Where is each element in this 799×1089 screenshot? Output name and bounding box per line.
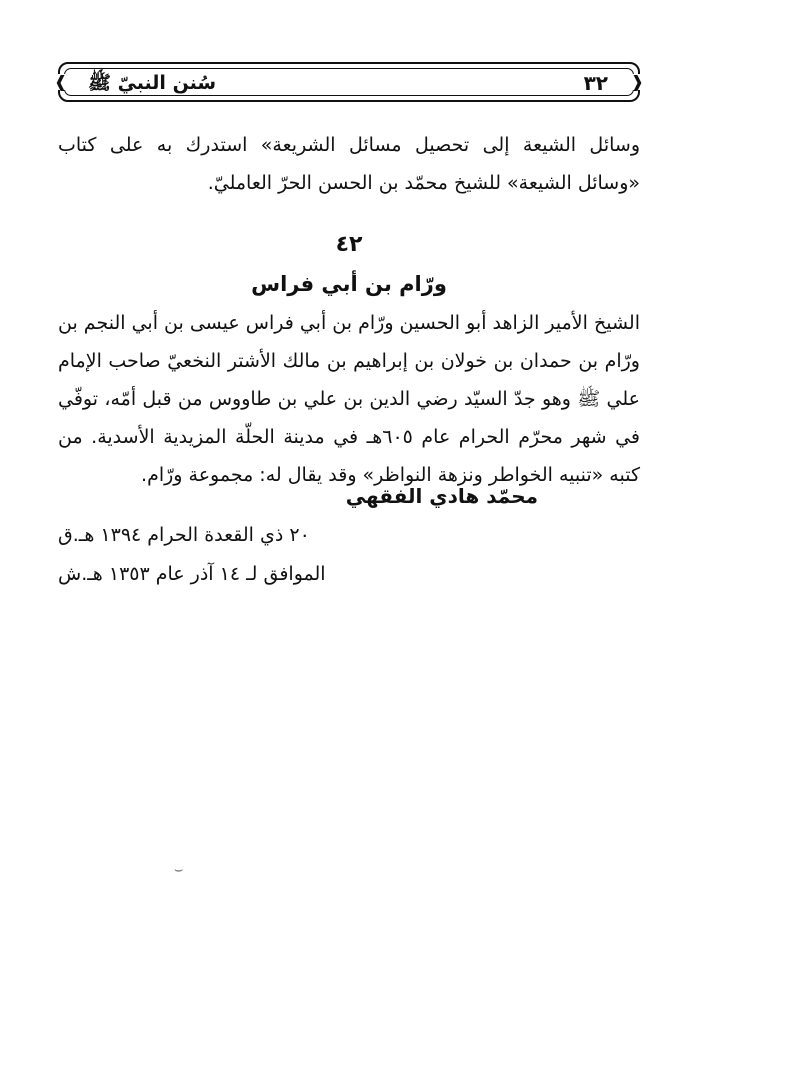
paragraph-continuation: وسائل الشيعة إلى تحصيل مسائل الشريعة» استدرك به على كتاب «وسائل الشيعة» للشيخ محمّد بن الحسن الحرّ العامليّ. [58,134,640,194]
date-hijri: ٢٠ ذي القعدة الحرام ١٣٩٤ هـ.ق [58,524,310,546]
date-solar: الموافق لـ ١٤ آذر عام ١٣٥٣ هـ.ش [58,563,326,585]
author-signature: محمّد هادي الفقهي [345,484,538,508]
entry-title: ورّام بن أبي فراس [251,272,447,296]
ornament-right-icon: ❱ [630,72,644,91]
scan-mark-icon: ⌣ [174,862,184,878]
page-number: ٣٢ [583,71,608,95]
entry-number: ٤٢ [335,232,363,257]
biography-paragraph: الشيخ الأمير الزاهد أبو الحسين ورّام بن أبي فراس عيسى بن أبي النجم بن ورّام بن حمدان بن خولان بن إبراهيم بن مالك الأشتر النخعيّ صاحب الإمام علي ﷺ وهو جدّ السيّد رضي الدين بن علي بن طاووس من قبل أمّه، توفّي في شهر محرّم الحرام عام ٦٠٥هـ في مدينة الحلّة المزيدية الأسدية. من كتبه «تنبيه الخواطر ونزهة النواظر» وقد يقال له: مجموعة ورّام. [58,312,641,486]
ornament-left-icon: ❰ [54,72,68,91]
running-header [54,62,644,102]
running-title: سُنن النبيّ ﷺ [88,72,217,94]
